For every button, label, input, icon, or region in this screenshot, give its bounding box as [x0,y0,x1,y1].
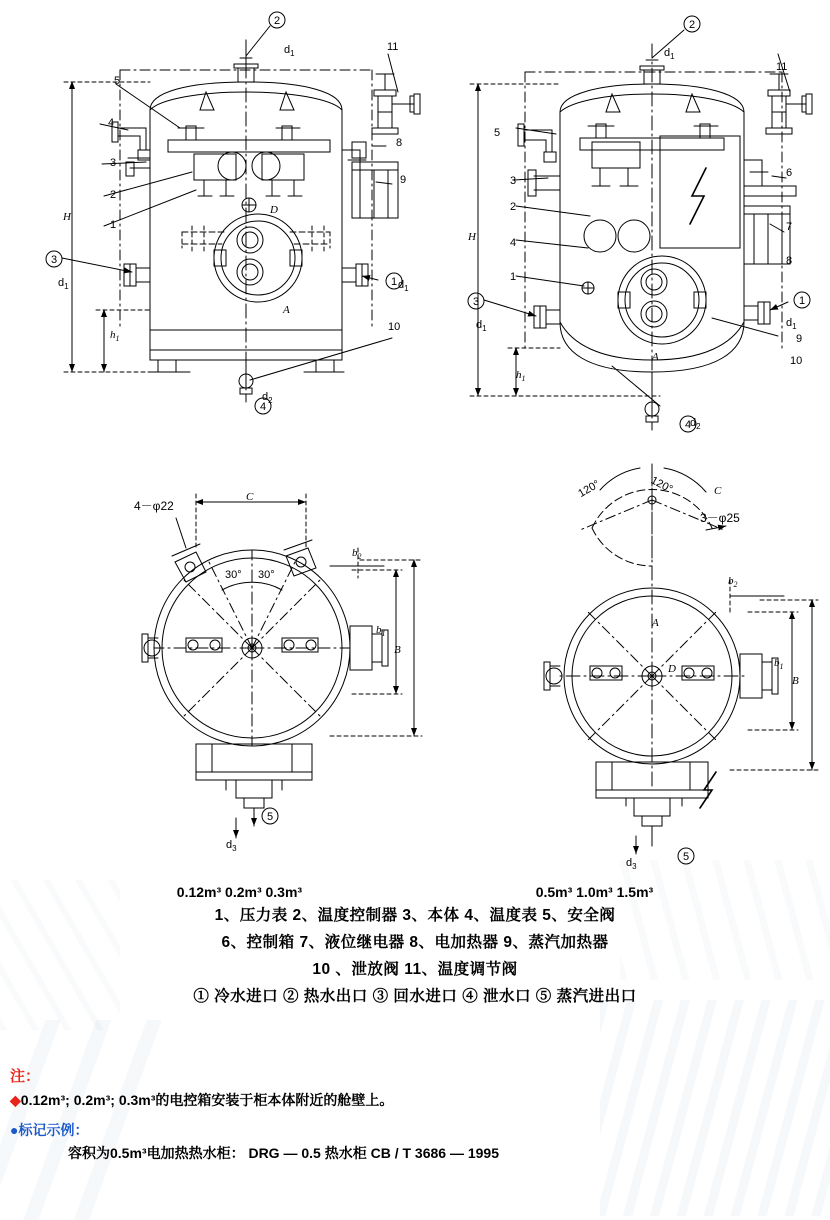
dim-h1-r: $h_1$ [516,369,526,384]
view-front-small [46,12,420,414]
label-d3-r: $d_3$ [626,857,637,872]
legend-line-1: 1、压力表 2、温度控制器 3、本体 4、温度表 5、安全阀 [214,907,616,924]
callout-9: 9 [400,174,407,186]
callout-4: 4 [108,117,115,129]
callout-11: 11 [387,41,399,53]
dim-b2: $b_2$ [352,547,362,562]
hole-note-3-phi25: 3－φ25 [700,511,740,525]
svg-text:4: 4 [684,419,692,431]
callout-8-r: 8 [786,255,793,267]
label-d3: $d_3$ [226,839,237,854]
callout-2: 2 [110,189,117,201]
diamond-bullet-icon: ◆ [10,1092,21,1108]
dim-H-r: H [468,231,476,243]
note-bullet-1 [10,1089,820,1111]
dim-b1-r: $b_1$ [774,657,784,672]
label-d1-left: $d_1$ [58,277,69,292]
notes-block [10,1065,820,1164]
note-example: 容积为0.5m³电加热热水柜： DRG — 0.5 热水柜 CB / T 3686 — 1995 [68,1144,499,1161]
dim-C-r: C [714,485,722,497]
callout-9-r: 9 [796,333,803,345]
svg-text:2: 2 [688,19,696,31]
callout-3-r: 3 [510,175,517,187]
dim-D: D [270,204,278,216]
dim-D-r: D [668,663,676,675]
callout-1-r: 1 [510,271,517,283]
dim-A-top-r: A [652,617,659,629]
angle-120-left: 120° [576,478,602,500]
circle-bullet-icon: ● [10,1122,19,1139]
volume-row [0,880,830,902]
dim-H: H [63,211,71,223]
svg-text:3: 3 [50,254,58,266]
volumes-left: 0.12m³ 0.2m³ 0.3m³ [176,884,303,900]
label-d1-right: $d_1$ [398,279,409,294]
svg-text:1: 1 [798,295,806,307]
dim-C: C [246,491,254,503]
note-bullet-2-title: 标记示例： [18,1122,89,1139]
angle-120-right: 120° [648,474,675,496]
dim-B-r: B [792,675,799,687]
callout-1: 1 [110,219,117,231]
angle-30-right: 30° [258,569,275,581]
legend-line-4: ① 冷水进口 ② 热水出口 ③ 回水进口 ④ 泄水口 ⑤ 蒸汽进出口 [193,988,637,1006]
dim-A-r: A [652,351,659,363]
volumes-right: 0.5m³ 1.0m³ 1.5m³ [535,884,654,900]
note-bullet-1-text: 0.12m³; 0.2m³; 0.3m³的电控箱安装于柜本体附近的舱壁上。 [20,1092,394,1108]
dim-h1: $h_1$ [110,329,120,344]
svg-text:5: 5 [266,811,274,823]
callout-8: 8 [396,137,403,149]
callout-11-r: 11 [776,61,788,73]
dim-b1: $b_1$ [376,624,386,639]
legend-line-3: 10 、泄放阀 11、温度调节阀 [312,961,518,979]
svg-text:4: 4 [259,401,267,413]
view-top-small [142,491,422,838]
notes-title: 注： [10,1068,41,1085]
svg-text:5: 5 [682,851,690,863]
svg-text:2: 2 [273,15,281,27]
label-d2-r: $d_2$ [690,417,701,432]
legend-list [0,902,830,1011]
callout-10: 10 [388,321,401,333]
label-d2: $d_2$ [262,391,273,406]
callout-5-r: 5 [494,127,501,139]
captions-block [0,880,830,1011]
svg-text:3: 3 [472,296,480,308]
callout-6-r: 6 [786,167,793,179]
dim-b2-r: $b_2$ [728,575,738,590]
callout-5: 5 [114,75,121,87]
legend-line-2: 6、控制箱 7、液位继电器 8、电加热器 9、蒸汽加热器 [221,934,609,952]
note-bullet-2 [10,1119,820,1141]
callout-3: 3 [110,157,117,169]
dim-B: B [394,644,401,656]
label-d1: $d_1$ [284,44,295,59]
label-d1-left-r: $d_1$ [476,319,487,334]
callout-2-r: 2 [510,201,517,213]
callout-7-r: 7 [786,221,793,233]
label-d1-r: $d_1$ [664,47,675,62]
callout-4-r: 4 [510,237,517,249]
label-d1-right-r: $d_1$ [786,317,797,332]
angle-30-left: 30° [225,569,242,581]
hole-note-4-phi22: 4－φ22 [134,499,174,513]
svg-text:1: 1 [390,276,398,288]
dim-A: A [283,304,290,316]
callout-10-r: 10 [790,355,803,367]
